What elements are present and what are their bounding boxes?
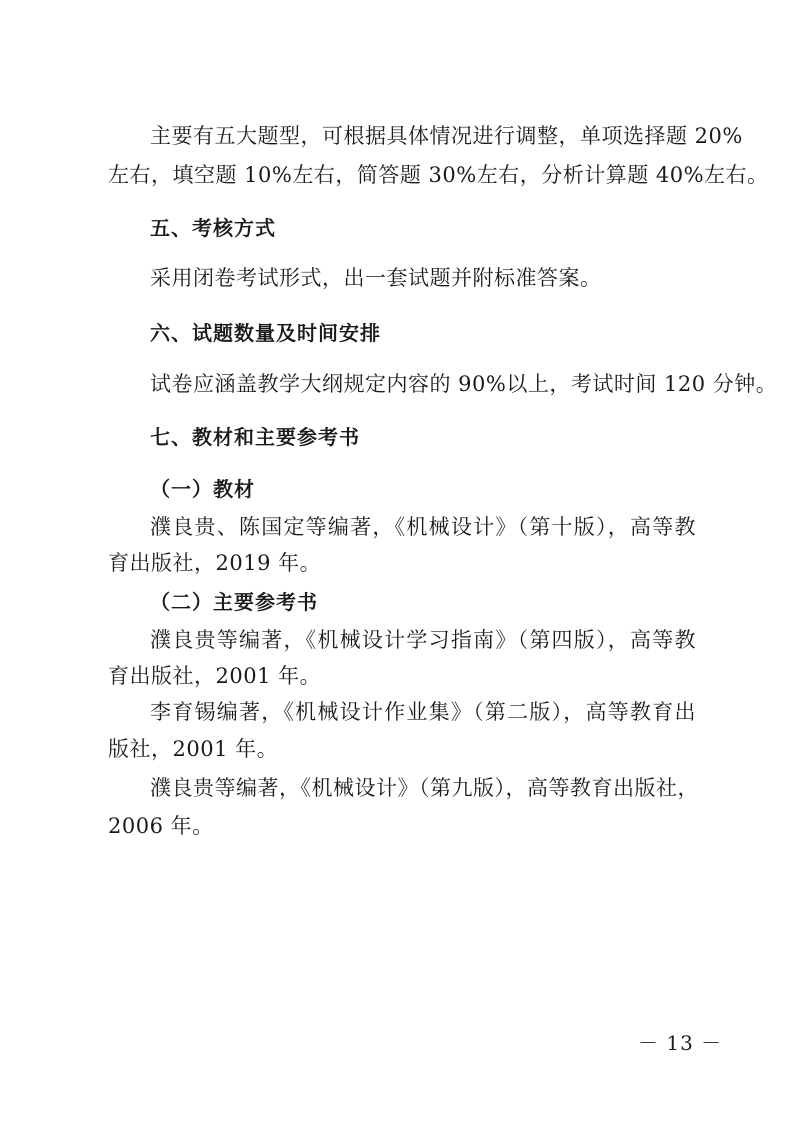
page-number: － 13 －	[638, 1031, 723, 1055]
textbook-heading: （一）教材	[150, 477, 255, 501]
question-types-line-2: 左右，填空题 10%左右，简答题 30%左右，分析计算题 40%左右。	[108, 163, 769, 187]
section-6-heading: 六、试题数量及时间安排	[150, 321, 381, 345]
section-7-heading: 七、教材和主要参考书	[150, 425, 360, 449]
section-6-body: 试卷应涵盖教学大纲规定内容的 90%以上，考试时间 120 分钟。	[150, 372, 778, 396]
section-5-heading: 五、考核方式	[150, 216, 276, 240]
textbook-entry-1-line-1: 濮良贵、陈国定等编著，《机械设计》（第十版），高等教	[150, 515, 696, 539]
textbook-entry-1-line-2: 育出版社，2019 年。	[108, 551, 322, 575]
question-types-line-1: 主要有五大题型，可根据具体情况进行调整，单项选择题 20%	[150, 124, 743, 148]
reference-3-line-1: 濮良贵等编著，《机械设计》（第九版），高等教育出版社，	[150, 776, 699, 800]
reference-1-line-2: 育出版社，2001 年。	[108, 664, 322, 688]
reference-2-line-2: 版社，2001 年。	[108, 737, 279, 761]
reference-3-line-2: 2006 年。	[108, 814, 214, 838]
section-5-body: 采用闭卷考试形式，出一套试题并附标准答案。	[150, 266, 602, 290]
reference-2-line-1: 李育锡编著，《机械设计作业集》（第二版），高等教育出	[150, 700, 696, 724]
reference-1-line-1: 濮良贵等编著，《机械设计学习指南》（第四版），高等教	[150, 628, 696, 652]
references-heading: （二）主要参考书	[150, 590, 318, 614]
